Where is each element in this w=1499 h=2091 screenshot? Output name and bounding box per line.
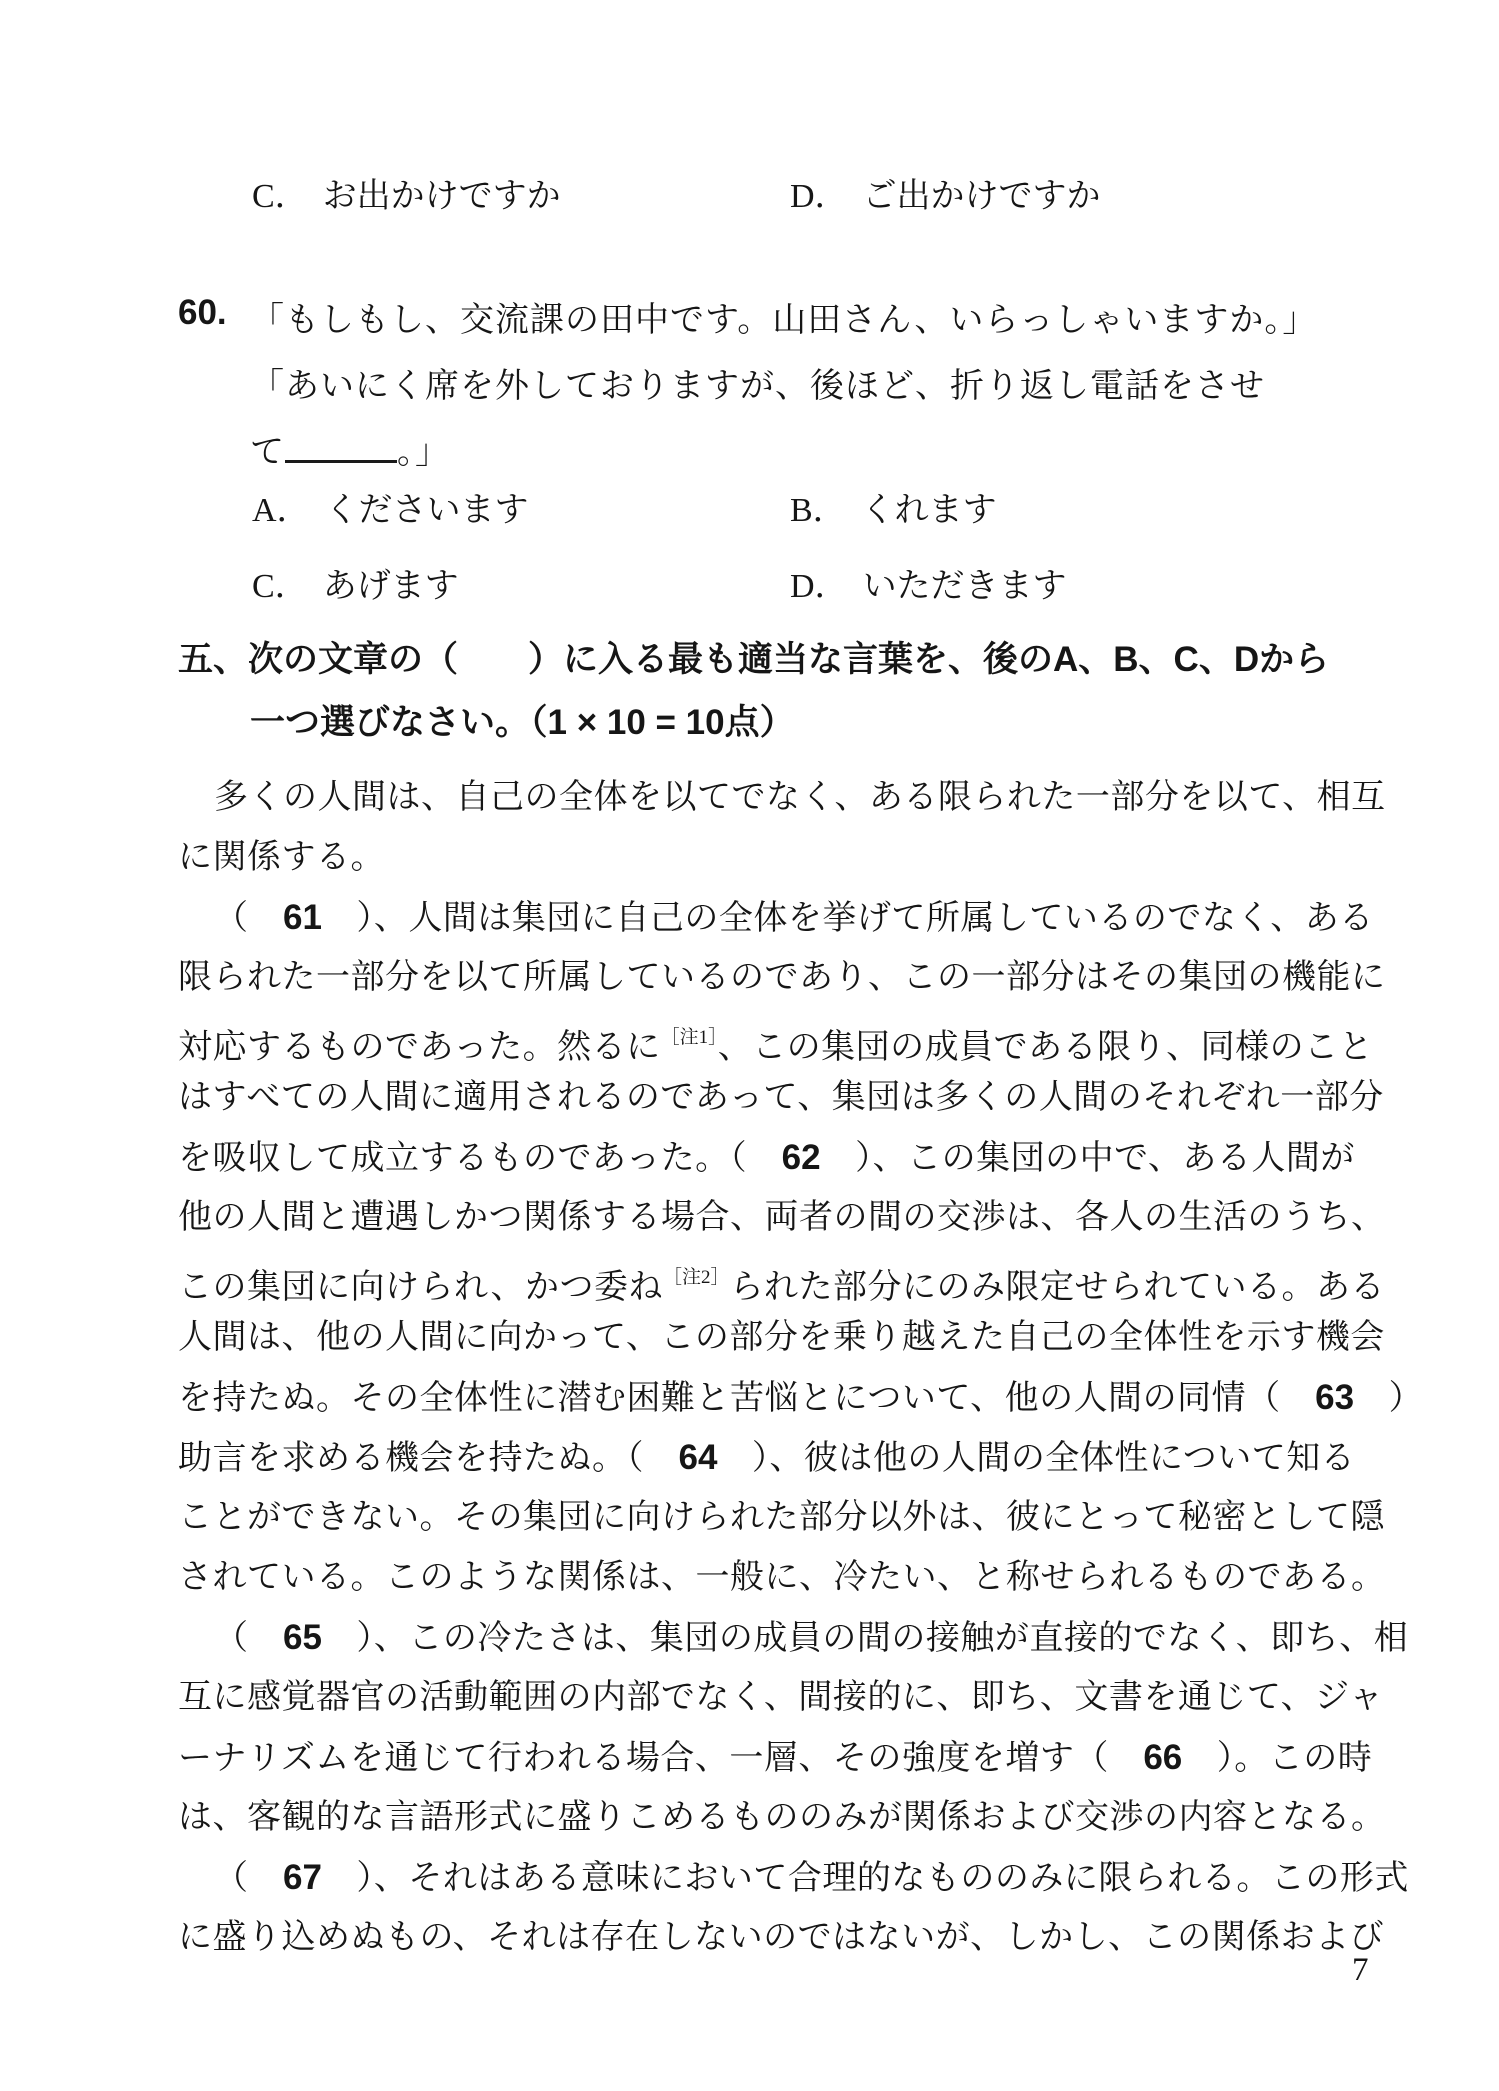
option-text: くださいます	[324, 492, 529, 529]
passage-line	[178, 1608, 1418, 1668]
passage-line	[178, 1848, 1418, 1908]
option-c	[252, 168, 790, 217]
question-60-options	[252, 482, 1067, 607]
text-segment: （	[214, 900, 283, 937]
text-segment: ）、人間は集団に自己の全体を挙げて所属しているのでなく、ある	[321, 900, 1374, 937]
section-heading-line-1: 五、次の文章の（ ）に入る最も適当な言葉を、後のA、B、C、Dから	[178, 640, 1330, 679]
note-reference: ［注2］	[663, 1267, 730, 1288]
option-d	[790, 558, 1067, 607]
blank-number: 64	[678, 1438, 718, 1477]
option-label: C．	[252, 178, 309, 215]
answer-blank	[285, 426, 397, 463]
section-heading	[178, 628, 1329, 754]
passage-line	[178, 1008, 1418, 1068]
passage-line	[178, 1308, 1418, 1368]
text-segment: 人間は、他の人間に向かって、この部分を乗り越えた自己の全体性を示す機会	[178, 1319, 1385, 1356]
option-label: B．	[790, 492, 847, 529]
note-reference: ［注1］	[660, 1027, 718, 1048]
text-segment: ）	[1354, 1380, 1424, 1417]
question-line-2: 「あいにく席を外しておりますが、後ほど、折り返し電話をさせ	[250, 368, 1265, 405]
text-segment: 他の人間と遭遇しかつ関係する場合、両者の間の交渉は、各人の生活のうち、	[178, 1199, 1386, 1236]
text-segment: ）、彼は他の人間の全体性について知る	[717, 1440, 1356, 1477]
blank-number: 67	[283, 1858, 322, 1897]
option-label: D．	[790, 178, 849, 215]
passage-line	[178, 1368, 1424, 1428]
option-text: いただきます	[862, 568, 1067, 605]
text-segment: ことができない。その集団に向けられた部分以外は、彼にとって秘密として隠	[178, 1499, 1385, 1536]
text-segment: ）、この冷たさは、集団の成員の間の接触が直接的でなく、即ち、相	[321, 1620, 1409, 1657]
option-b	[790, 482, 1067, 531]
previous-question-options	[252, 168, 1101, 217]
passage-line	[178, 1668, 1418, 1728]
text-segment: に盛り込めぬもの、それは存在しないのではないが、しかし、この関係および	[178, 1919, 1385, 1956]
passage-line	[178, 828, 1418, 888]
text-segment: この集団に向けられ、かつ委ね	[178, 1269, 664, 1306]
option-text: ご出かけですか	[862, 178, 1101, 215]
text-segment: 互に感覚器官の活動範囲の内部でなく、間接的に、即ち、文書を通じて、ジャ	[178, 1679, 1384, 1716]
text-segment: ーナリズムを通じて行われる場合、一層、その強度を増す（	[178, 1740, 1144, 1777]
option-text: お出かけですか	[322, 178, 561, 215]
section-heading-line-2: 一つ選びなさい。（1 × 10 = 10点）	[250, 703, 795, 742]
text-segment: 多くの人間は、自己の全体を以てでなく、ある限られた一部分を以て、相互	[214, 779, 1386, 816]
text-segment: ）、この集団の中で、ある人間が	[820, 1140, 1355, 1177]
text-segment: に関係する。	[178, 839, 385, 876]
question-line-3	[250, 424, 450, 473]
text-segment: 、この集団の成員である限り、同様のこと	[717, 1029, 1374, 1066]
text-segment: を持たぬ。その全体性に潜む困難と苦悩とについて、他の人間の同情（	[178, 1380, 1316, 1417]
passage-line	[178, 1428, 1418, 1488]
passage-line	[178, 1128, 1418, 1188]
blank-number: 61	[283, 898, 322, 937]
question-line-3-post: 。」	[397, 434, 450, 471]
text-segment: はすべての人間に適用されるのであって、集団は多くの人間のそれぞれ一部分	[178, 1079, 1384, 1116]
passage-line	[178, 888, 1418, 948]
option-label: A．	[252, 492, 311, 529]
text-segment: （	[214, 1620, 283, 1657]
passage-line	[178, 1188, 1418, 1248]
passage-line	[178, 1068, 1418, 1128]
text-segment: ）。この時	[1182, 1740, 1373, 1777]
option-text: くれます	[860, 492, 997, 529]
passage-line	[178, 1728, 1418, 1788]
text-segment: 限られた一部分を以て所属しているのであり、この一部分はその集団の機能に	[178, 959, 1386, 996]
text-segment: を吸収して成立するものであった。（	[178, 1140, 782, 1177]
blank-number: 63	[1315, 1378, 1355, 1417]
text-segment: られた部分にのみ限定せられている。ある	[729, 1269, 1386, 1306]
passage-line	[178, 1788, 1418, 1848]
option-a	[252, 482, 790, 531]
text-segment: 助言を求める機会を持たぬ。（	[178, 1440, 679, 1477]
passage-line	[178, 768, 1418, 828]
passage-line	[178, 1248, 1418, 1308]
text-segment: ）、それはある意味において合理的なもののみに限られる。この形式	[321, 1860, 1409, 1897]
question-line-3-pre: て	[250, 434, 285, 471]
passage-line	[178, 1908, 1418, 1968]
text-segment: （	[214, 1860, 283, 1897]
question-line-1: 「もしもし、交流課の田中です。山田さん、いらっしゃいますか。」	[250, 302, 1318, 339]
passage-line	[178, 1548, 1418, 1608]
option-text: あげます	[322, 568, 459, 605]
option-label: D．	[790, 568, 849, 605]
text-segment: されている。このような関係は、一般に、冷たい、と称せられるものである。	[178, 1559, 1386, 1596]
text-segment: は、客観的な言語形式に盛りこめるもののみが関係および交渉の内容となる。	[178, 1799, 1386, 1836]
page-number: 7	[1352, 1952, 1369, 1988]
passage-line	[178, 948, 1418, 1008]
option-label: C．	[252, 568, 309, 605]
blank-number: 65	[283, 1618, 322, 1657]
passage	[178, 768, 1424, 1968]
passage-line	[178, 1488, 1418, 1548]
option-c	[252, 558, 790, 607]
question-number: 60.	[178, 293, 227, 332]
blank-number: 62	[781, 1138, 821, 1177]
option-d	[790, 168, 1101, 217]
blank-number: 66	[1143, 1738, 1183, 1777]
text-segment: 対応するものであった。然るに	[178, 1029, 661, 1066]
